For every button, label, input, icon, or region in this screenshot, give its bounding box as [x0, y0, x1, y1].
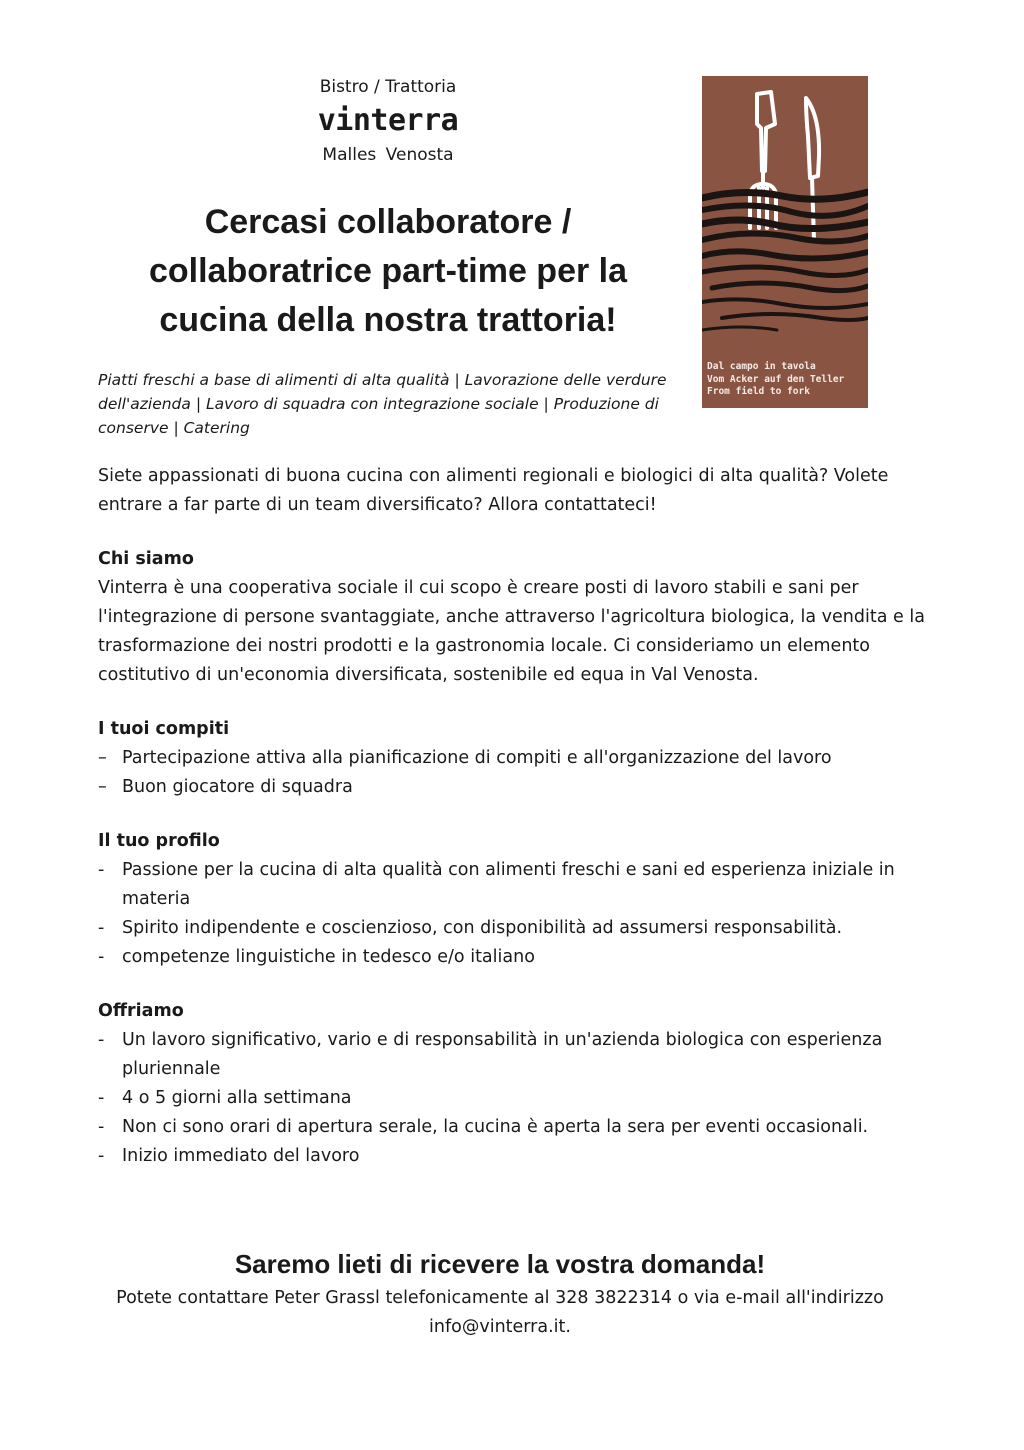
- list-item: [98, 1026, 928, 1084]
- bullet: –: [98, 777, 107, 797]
- list-item-text: Spirito indipendente e coscienzioso, con disponibilità ad assumersi responsabilità.: [122, 918, 843, 938]
- bullet: -: [98, 1146, 105, 1166]
- bullet: -: [98, 918, 105, 938]
- bullet: -: [98, 1117, 105, 1137]
- section-title-chi-siamo: Chi siamo: [98, 549, 194, 569]
- knife-icon: [806, 98, 819, 241]
- list-item-text: Un lavoro significativo, vario e di responsabilità in un'azienda biologica con esperienza pluriennale: [122, 1030, 883, 1079]
- bullet: -: [98, 947, 105, 967]
- section-title-profilo: Il tuo profilo: [98, 831, 220, 851]
- offriamo-list: [98, 1026, 928, 1171]
- vinterra-logo: [702, 76, 868, 408]
- logo-caption-line: From field to fork: [707, 386, 810, 397]
- chi-siamo-text: Vinterra è una cooperativa sociale il cui scopo è creare posti di lavoro stabili e sani per l'integrazione di persone svantaggiate, anche attraverso l'agricoltura biologica, la vendita e la trasformazione dei nostri prodotti e la gastronomia locale. Ci consideriamo un elemento costitutivo di un'economia diversificata, sostenibile ed equa in Val Venosta.: [98, 578, 925, 685]
- logo-caption-line: Dal campo in tavola: [707, 361, 816, 372]
- closing: [60, 1244, 940, 1342]
- list-item-text: Non ci sono orari di apertura serale, la cucina è aperta la sera per eventi occasionali.: [122, 1117, 869, 1137]
- bullet: -: [98, 1088, 105, 1108]
- profilo-list: [98, 856, 928, 972]
- list-item-text: competenze linguistiche in tedesco e/o italiano: [122, 947, 535, 967]
- list-item: [98, 744, 928, 773]
- tagline: Piatti freschi a base di alimenti di alta qualità | Lavorazione delle verdure dell'azienda | Lavoro di squadra con integrazione sociale | Produzione di conserve | Catering: [98, 371, 667, 437]
- closing-title: Saremo lieti di ricevere la vostra domanda!: [234, 1249, 766, 1279]
- venue-type: Bistro / Trattoria: [319, 77, 457, 97]
- list-item: [98, 773, 928, 802]
- bullet: -: [98, 1030, 105, 1050]
- list-item: [98, 1113, 928, 1142]
- list-item: [98, 914, 928, 943]
- field-furrows: [702, 192, 868, 330]
- list-item-text: Inizio immediato del lavoro: [122, 1146, 360, 1166]
- job-description: [98, 462, 928, 1171]
- logo-artwork: [702, 76, 868, 408]
- brand-name: vinterra: [317, 103, 459, 138]
- list-item: [98, 856, 928, 914]
- logo-caption: [707, 361, 844, 399]
- list-item-text: Passione per la cucina di alta qualità con alimenti freschi e sani ed esperienza iniziale in materia: [122, 860, 895, 909]
- header: [98, 74, 678, 168]
- bullet: –: [98, 748, 107, 768]
- logo-caption-line: Vom Acker auf den Teller: [707, 373, 845, 385]
- list-item: [98, 1142, 928, 1171]
- contact-email[interactable]: info@vinterra.it.: [429, 1317, 571, 1337]
- list-item: [98, 1084, 928, 1113]
- contact-text: Potete contattare Peter Grassl telefonicamente al 328 3822314 o via e-mail all'indirizzo: [116, 1288, 884, 1308]
- job-headline: Cercasi collaboratore / collaboratrice part-time per la cucina della nostra trattoria!: [148, 203, 628, 339]
- list-item-text: Buon giocatore di squadra: [122, 777, 353, 797]
- compiti-list: [98, 744, 928, 802]
- section-title-offriamo: Offriamo: [98, 1001, 184, 1021]
- list-item-text: 4 o 5 giorni alla settimana: [122, 1088, 352, 1108]
- list-item: [98, 943, 928, 972]
- intro-paragraph: Siete appassionati di buona cucina con alimenti regionali e biologici di alta qualità? Volete entrare a far parte di un team diversificato? Allora contattateci!: [98, 466, 889, 515]
- list-item-text: Partecipazione attiva alla pianificazione di compiti e all'organizzazione del lavoro: [122, 748, 832, 768]
- section-title-compiti: I tuoi compiti: [98, 719, 230, 739]
- bullet: -: [98, 860, 105, 880]
- venue-location: Malles Venosta: [322, 145, 454, 165]
